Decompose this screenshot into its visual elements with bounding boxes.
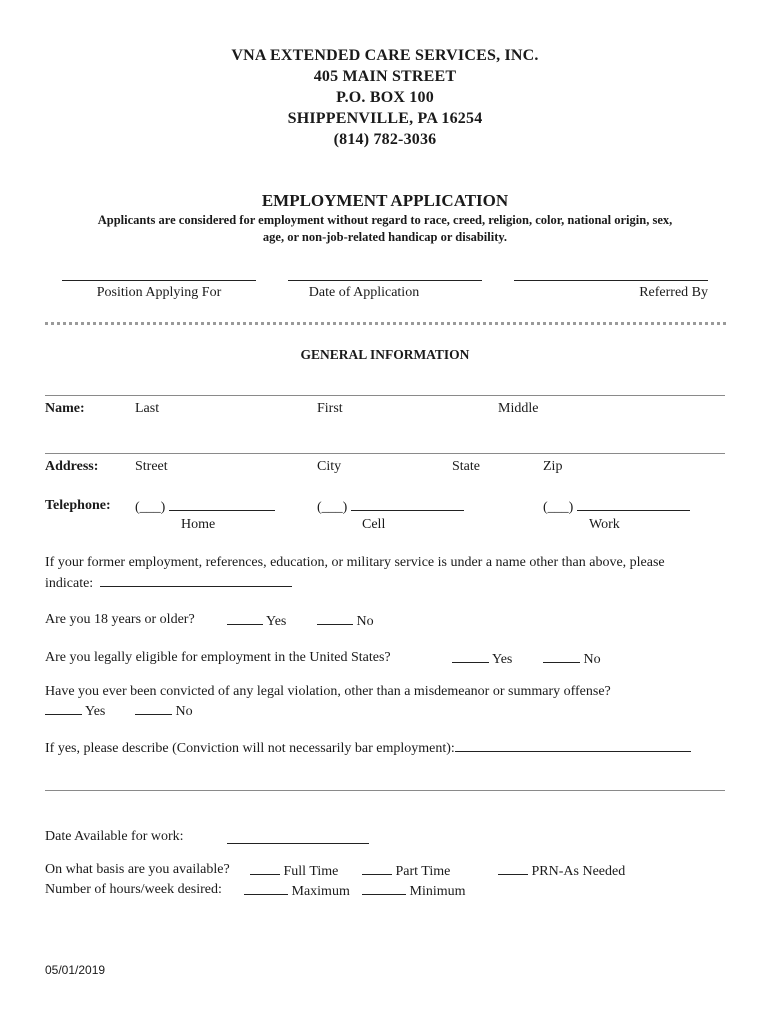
home-phone-label: Home xyxy=(181,517,216,532)
part-time-option[interactable]: Part Time xyxy=(362,862,450,880)
hours-minimum-field[interactable]: Minimum xyxy=(362,882,466,900)
describe-field-continued[interactable] xyxy=(45,790,725,791)
name-field[interactable] xyxy=(45,395,725,396)
convicted-no-option[interactable]: No xyxy=(135,702,193,720)
first-name-label: First xyxy=(317,401,343,416)
describe-question: If yes, please describe (Conviction will not necessarily bar employment): xyxy=(45,741,455,756)
eligible-question: Are you legally eligible for employment in the United States? xyxy=(45,650,391,665)
date-of-application-label: Date of Application xyxy=(308,285,420,300)
revision-date: 05/01/2019 xyxy=(45,963,106,977)
company-street: 405 MAIN STREET xyxy=(313,68,457,85)
work-area-code: (___) xyxy=(543,500,574,515)
company-phone: (814) 782-3036 xyxy=(333,131,437,148)
home-area-code: (___) xyxy=(135,500,166,515)
address-field[interactable] xyxy=(45,453,725,454)
city-label: City xyxy=(317,459,342,474)
former-name-indicate-row xyxy=(45,574,292,592)
address-label: Address: xyxy=(45,459,99,474)
convicted-question: Have you ever been convicted of any legal violation, other than a misdemeanor or summary offense? xyxy=(45,684,611,699)
cell-phone-field[interactable] xyxy=(317,498,464,516)
disclaimer-line-1: Applicants are considered for employment without regard to race, creed, religion, color, national origin, sex, xyxy=(97,213,673,227)
describe-field[interactable] xyxy=(455,739,691,752)
telephone-label: Telephone: xyxy=(45,498,111,513)
eligible-no-option[interactable]: No xyxy=(543,650,601,668)
referred-by-field[interactable] xyxy=(514,280,708,281)
age-no-option[interactable]: No xyxy=(317,612,374,630)
middle-name-label: Middle xyxy=(498,401,539,416)
cell-area-code: (___) xyxy=(317,500,348,515)
work-phone-label: Work xyxy=(589,517,620,532)
former-name-indicate-label: indicate: xyxy=(45,576,94,591)
date-available-label: Date Available for work: xyxy=(45,829,184,844)
position-field[interactable] xyxy=(62,280,256,281)
age-question: Are you 18 years or older? xyxy=(45,612,195,627)
prn-option[interactable]: PRN-As Needed xyxy=(498,862,625,880)
last-name-label: Last xyxy=(135,401,160,416)
home-phone-field[interactable] xyxy=(135,498,275,516)
section-divider xyxy=(45,322,726,325)
street-label: Street xyxy=(135,459,168,474)
date-available-field[interactable] xyxy=(227,843,369,844)
former-name-question: If your former employment, references, education, or military service is under a name other than above, please xyxy=(45,555,665,570)
age-yes-option[interactable]: Yes xyxy=(227,612,286,630)
company-name: VNA EXTENDED CARE SERVICES, INC. xyxy=(231,47,539,64)
name-label: Name: xyxy=(45,401,85,416)
company-po-box: P.O. BOX 100 xyxy=(336,89,434,106)
date-of-application-field[interactable] xyxy=(288,280,482,281)
convicted-yes-option[interactable]: Yes xyxy=(45,702,105,720)
company-city-state-zip: SHIPPENVILLE, PA 16254 xyxy=(287,110,483,127)
former-name-field[interactable] xyxy=(100,574,292,587)
referred-by-label: Referred By xyxy=(639,285,708,300)
form-title: EMPLOYMENT APPLICATION xyxy=(261,191,509,210)
hours-question: Number of hours/week desired: xyxy=(45,882,222,897)
state-label: State xyxy=(452,459,480,474)
disclaimer-line-2: age, or non-job-related handicap or disability. xyxy=(262,230,508,244)
full-time-option[interactable]: Full Time xyxy=(250,862,338,880)
hours-maximum-field[interactable]: Maximum xyxy=(244,882,350,900)
basis-question: On what basis are you available? xyxy=(45,862,230,877)
cell-phone-label: Cell xyxy=(362,517,386,532)
general-information-title: GENERAL INFORMATION xyxy=(300,347,470,362)
zip-label: Zip xyxy=(543,459,563,474)
eligible-yes-option[interactable]: Yes xyxy=(452,650,512,668)
describe-row xyxy=(45,739,691,757)
work-phone-field[interactable] xyxy=(543,498,690,516)
position-label: Position Applying For xyxy=(96,285,222,300)
